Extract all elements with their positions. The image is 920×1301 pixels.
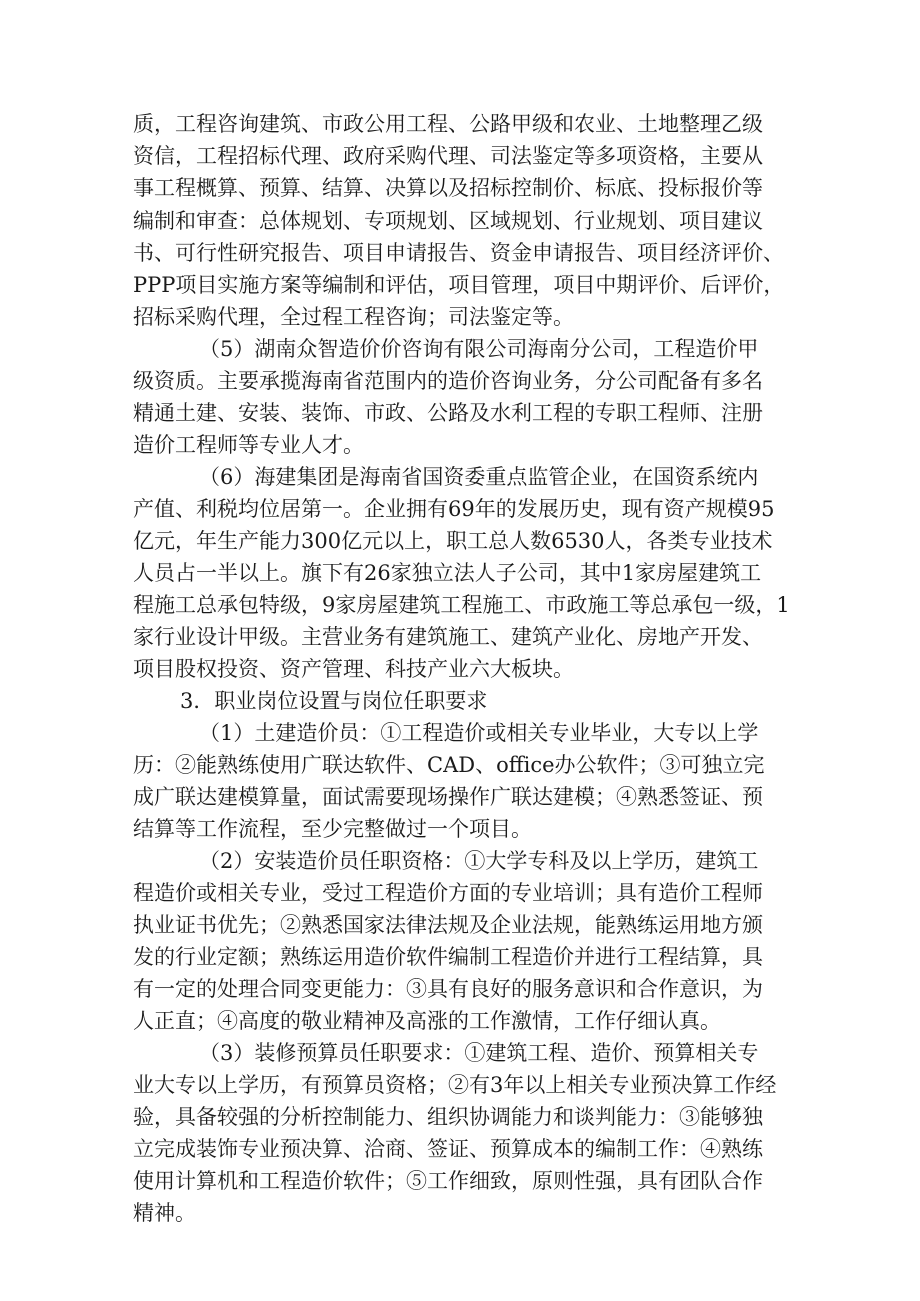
- text-line: 产值、利税均位居第一。企业拥有69年的发展历史，现有资产规模95: [133, 497, 775, 521]
- section-heading: 3．职业岗位设置与岗位任职要求: [180, 689, 488, 713]
- text-line: 人正直；④高度的敬业精神及高涨的工作激情，工作仔细认真。: [133, 1009, 721, 1033]
- text-line: 程施工总承包特级，9家房屋建筑工程施工、市政施工等总承包一级，1: [133, 593, 790, 617]
- text-line: 使用计算机和工程造价软件；⑤工作细致，原则性强，具有团队合作: [133, 1169, 763, 1193]
- text-line: 事工程概算、预算、结算、决算以及招标控制价、标底、投标报价等: [133, 176, 763, 200]
- paragraph-5-start: （5）湖南众智造价价咨询有限公司海南分公司，工程造价甲: [199, 337, 759, 361]
- text-line: 编制和审查：总体规划、专项规划、区域规划、行业规划、项目建议: [133, 209, 763, 233]
- text-line: 精通土建、安装、装饰、市政、公路及水利工程的专职工程师、注册: [133, 401, 763, 425]
- text-line: PPP项目实施方案等编制和评估，项目管理，项目中期评价、后评价，: [133, 273, 785, 297]
- text-line: 招标采购代理，全过程工程咨询；司法鉴定等。: [133, 305, 574, 329]
- paragraph-2-start: （2）安装造价员任职资格：①大学专科及以上学历，建筑工: [199, 849, 759, 873]
- text-line: 成广联达建模算量，面试需要现场操作广联达建模；④熟悉签证、预: [133, 785, 763, 809]
- text-line: 资信，工程招标代理、政府采购代理、司法鉴定等多项资格，主要从: [133, 144, 763, 168]
- text-line: 造价工程师等专业人才。: [133, 433, 364, 457]
- text-line: 级资质。主要承揽海南省范围内的造价咨询业务，分公司配备有多名: [133, 369, 763, 393]
- text-line: 历：②能熟练使用广联达软件、CAD、office办公软件；③可独立完: [133, 753, 765, 777]
- text-line: 结算等工作流程，至少完整做过一个项目。: [133, 817, 532, 841]
- text-line: 业大专以上学历，有预算员资格；②有3年以上相关专业预决算工作经: [133, 1073, 777, 1097]
- text-line: 家行业设计甲级。主营业务有建筑施工、建筑产业化、房地产开发、: [133, 625, 763, 649]
- text-line: 立完成装饰专业预决算、洽商、签证、预算成本的编制工作：④熟练: [133, 1137, 763, 1161]
- text-line: 质，工程咨询建筑、市政公用工程、公路甲级和农业、土地整理乙级: [133, 112, 763, 136]
- text-line: 书、可行性研究报告、项目申请报告、资金申请报告、项目经济评价、: [133, 241, 784, 265]
- text-line: 程造价或相关专业，受过工程造价方面的专业培训；具有造价工程师: [133, 881, 763, 905]
- text-line: 有一定的处理合同变更能力：③具有良好的服务意识和合作意识，为: [133, 977, 763, 1001]
- paragraph-1-start: （1）土建造价员：①工程造价或相关专业毕业，大专以上学: [199, 721, 759, 745]
- text-line: 人员占一半以上。旗下有26家独立法人子公司，其中1家房屋建筑工: [133, 561, 762, 585]
- text-line: 亿元，年生产能力300亿元以上，职工总人数6530人，各类专业技术: [133, 529, 773, 553]
- text-line: 执业证书优先；②熟悉国家法律法规及企业法规，能熟练运用地方颁: [133, 913, 763, 937]
- paragraph-3-start: （3）装修预算员任职要求：①建筑工程、造价、预算相关专: [199, 1041, 759, 1065]
- text-line: 项目股权投资、资产管理、科技产业六大板块。: [133, 657, 574, 681]
- text-line: 发的行业定额；熟练运用造价软件编制工程造价并进行工程结算，具: [133, 945, 763, 969]
- text-line: 验，具备较强的分析控制能力、组织协调能力和谈判能力：③能够独: [133, 1105, 763, 1129]
- text-line: 精神。: [133, 1201, 196, 1225]
- paragraph-6-start: （6）海建集团是海南省国资委重点监管企业，在国资系统内: [199, 465, 759, 489]
